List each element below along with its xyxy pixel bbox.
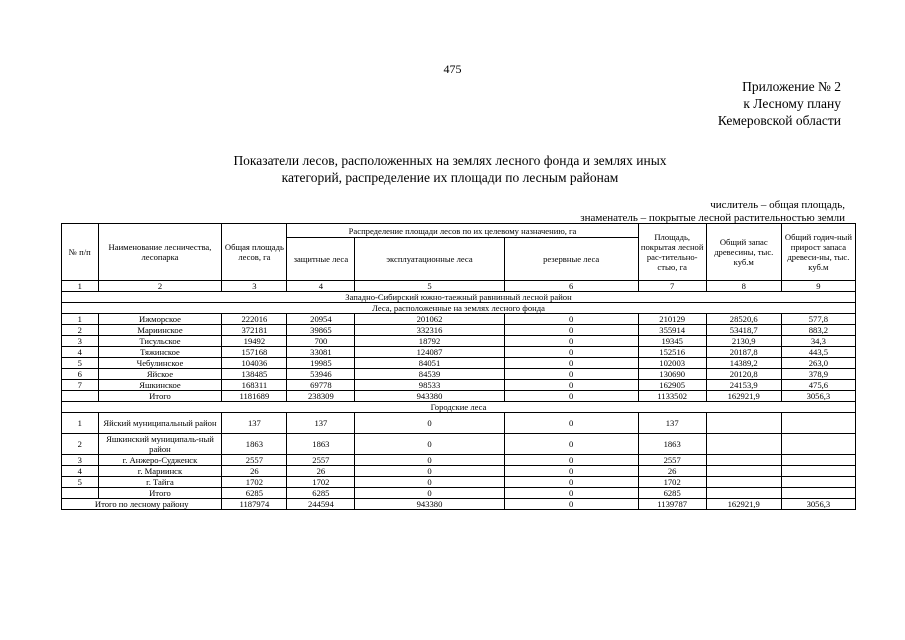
table-note xyxy=(580,199,845,225)
table-row xyxy=(62,477,856,488)
table-cell xyxy=(781,477,855,488)
table-cell: 1702 xyxy=(287,477,355,488)
column-numbers-row xyxy=(62,281,856,292)
table-cell: Ижморское xyxy=(98,314,222,325)
table-cell: Мариинское xyxy=(98,325,222,336)
table-cell: 475,6 xyxy=(781,380,855,391)
subtotal-cell: 0 xyxy=(504,391,638,402)
table-cell: 104036 xyxy=(222,358,287,369)
table-cell: 0 xyxy=(504,466,638,477)
table-cell xyxy=(706,466,781,477)
table-cell: 0 xyxy=(504,336,638,347)
table-cell: 53418,7 xyxy=(706,325,781,336)
table-cell: Яшкинский муниципаль-ный район xyxy=(98,434,222,455)
table-cell: 4 xyxy=(62,466,99,477)
header-exploitation: эксплуатационные леса xyxy=(355,238,504,281)
table-cell: 2 xyxy=(62,434,99,455)
table-cell: 24153,9 xyxy=(706,380,781,391)
column-number: 5 xyxy=(355,281,504,292)
table-cell: 5 xyxy=(62,358,99,369)
table-cell: Чебулинское xyxy=(98,358,222,369)
table-row xyxy=(62,369,856,380)
table-cell: 20954 xyxy=(287,314,355,325)
note-line-1: числитель – общая площадь, xyxy=(710,199,845,211)
header-num: № п/п xyxy=(62,224,99,281)
table-cell: 1702 xyxy=(638,477,706,488)
table-cell: 1 xyxy=(62,413,99,434)
subtotal-cell: 6285 xyxy=(287,488,355,499)
header-covered-area: Площадь, покрытая лесной рас-тительно-стью, га xyxy=(638,224,706,281)
table-cell: 0 xyxy=(504,314,638,325)
table-cell: 332316 xyxy=(355,325,504,336)
table-cell: 69778 xyxy=(287,380,355,391)
table-cell: 20120,8 xyxy=(706,369,781,380)
table-cell: 157168 xyxy=(222,347,287,358)
table-cell: 0 xyxy=(504,455,638,466)
subtotal-cell: 6285 xyxy=(222,488,287,499)
column-number: 6 xyxy=(504,281,638,292)
table-cell xyxy=(706,477,781,488)
table-cell: 4 xyxy=(62,347,99,358)
table-cell: 152516 xyxy=(638,347,706,358)
table-cell: г. Мариинск xyxy=(98,466,222,477)
table-cell: 130690 xyxy=(638,369,706,380)
table-cell: 26 xyxy=(638,466,706,477)
table-cell: 14389,2 xyxy=(706,358,781,369)
table-cell: 0 xyxy=(504,380,638,391)
table-cell: 137 xyxy=(222,413,287,434)
table-cell: 7 xyxy=(62,380,99,391)
subtotal-cell: 3056,3 xyxy=(781,391,855,402)
table-cell: 84539 xyxy=(355,369,504,380)
table-cell: 883,2 xyxy=(781,325,855,336)
section-title-row xyxy=(62,402,856,413)
district-title: Западно-Сибирский южно-таежный равнинный лесной район xyxy=(62,292,856,303)
section-title: Городские леса xyxy=(62,402,856,413)
table-cell: 18792 xyxy=(355,336,504,347)
table-cell: 700 xyxy=(287,336,355,347)
table-cell: 0 xyxy=(355,477,504,488)
grand-total-cell: 943380 xyxy=(355,499,504,510)
table-cell: 3 xyxy=(62,455,99,466)
table-cell: 378,9 xyxy=(781,369,855,380)
table-cell xyxy=(781,466,855,477)
section-title-row xyxy=(62,303,856,314)
table-row xyxy=(62,380,856,391)
table-cell: 33081 xyxy=(287,347,355,358)
subtotal-cell xyxy=(706,488,781,499)
table-cell: 1702 xyxy=(222,477,287,488)
table-cell: Яйский муниципальный район xyxy=(98,413,222,434)
table-row xyxy=(62,314,856,325)
page-number: 475 xyxy=(443,62,462,76)
table-cell: г. Анжеро-Судженск xyxy=(98,455,222,466)
header-total-area: Общая площадь лесов, га xyxy=(222,224,287,281)
column-number: 3 xyxy=(222,281,287,292)
table-cell: 210129 xyxy=(638,314,706,325)
table-cell: 124087 xyxy=(355,347,504,358)
table-row xyxy=(62,325,856,336)
table-cell: 0 xyxy=(504,434,638,455)
table-cell: 5 xyxy=(62,477,99,488)
table-cell: 2130,9 xyxy=(706,336,781,347)
column-number: 4 xyxy=(287,281,355,292)
subtotal-cell: 1133502 xyxy=(638,391,706,402)
grand-total-cell: 162921,9 xyxy=(706,499,781,510)
table-cell: 0 xyxy=(355,466,504,477)
table-cell: Яшкинское xyxy=(98,380,222,391)
table-cell: 1863 xyxy=(287,434,355,455)
grand-total-cell: 0 xyxy=(504,499,638,510)
section-title: Леса, расположенные на землях лесного фонда xyxy=(62,303,856,314)
subtotal-row xyxy=(62,488,856,499)
subtotal-cell xyxy=(781,488,855,499)
table-cell: 577,8 xyxy=(781,314,855,325)
table-cell: 137 xyxy=(638,413,706,434)
table-cell: 20187,8 xyxy=(706,347,781,358)
header-distribution: Распределение площади лесов по их целевому назначению, га xyxy=(287,224,638,238)
column-number: 9 xyxy=(781,281,855,292)
table-cell: 1863 xyxy=(222,434,287,455)
table-cell: 138485 xyxy=(222,369,287,380)
table-cell: 39865 xyxy=(287,325,355,336)
grand-total-cell: 1139787 xyxy=(638,499,706,510)
column-number: 7 xyxy=(638,281,706,292)
subtotal-row xyxy=(62,391,856,402)
column-number: 2 xyxy=(98,281,222,292)
subtotal-cell: 6285 xyxy=(638,488,706,499)
table-cell: 0 xyxy=(504,477,638,488)
table-cell: 0 xyxy=(504,347,638,358)
table-cell xyxy=(781,413,855,434)
table-cell: 372181 xyxy=(222,325,287,336)
table-cell: Тяжинское xyxy=(98,347,222,358)
table-cell: 0 xyxy=(504,413,638,434)
appendix-line-1: Приложение № 2 xyxy=(742,79,841,94)
header-protective: защитные леса xyxy=(287,238,355,281)
subtotal-cell: 1181689 xyxy=(222,391,287,402)
document-title xyxy=(150,152,750,186)
table-cell: Яйское xyxy=(98,369,222,380)
table-cell: г. Тайга xyxy=(98,477,222,488)
table-cell: 0 xyxy=(504,325,638,336)
table-row xyxy=(62,336,856,347)
table-cell xyxy=(781,434,855,455)
subtotal-cell: 0 xyxy=(355,488,504,499)
table-cell: 26 xyxy=(222,466,287,477)
subtotal-cell: 943380 xyxy=(355,391,504,402)
table-cell: 26 xyxy=(287,466,355,477)
table-cell: 6 xyxy=(62,369,99,380)
subtotal-cell: 238309 xyxy=(287,391,355,402)
grand-total-cell: 1187974 xyxy=(222,499,287,510)
table-cell: 1863 xyxy=(638,434,706,455)
table-cell xyxy=(706,413,781,434)
table-cell: 443,5 xyxy=(781,347,855,358)
header-name: Наименование лесничества, лесопарка xyxy=(98,224,222,281)
subtotal-cell: Итого xyxy=(98,391,222,402)
table-cell: 2557 xyxy=(287,455,355,466)
table-cell: 201062 xyxy=(355,314,504,325)
table-cell: 0 xyxy=(504,358,638,369)
table-cell xyxy=(781,455,855,466)
grand-total-label: Итого по лесному району xyxy=(62,499,222,510)
subtotal-cell xyxy=(62,488,99,499)
subtotal-cell: 0 xyxy=(504,488,638,499)
table-cell: 53946 xyxy=(287,369,355,380)
table-cell: 98533 xyxy=(355,380,504,391)
title-line-2: категорий, распределение их площади по лесным районам xyxy=(281,170,619,185)
table-cell: 3 xyxy=(62,336,99,347)
appendix-line-2: к Лесному плану xyxy=(743,96,841,111)
subtotal-cell xyxy=(62,391,99,402)
table-cell: 2557 xyxy=(222,455,287,466)
table-cell: 0 xyxy=(504,369,638,380)
grand-total-cell: 244594 xyxy=(287,499,355,510)
note-line-2: знаменатель – покрытые лесной растительностью земли xyxy=(580,212,845,224)
header-wood-stock: Общий запас древесины, тыс. куб.м xyxy=(706,224,781,281)
table-cell: 168311 xyxy=(222,380,287,391)
table-cell: 28520,6 xyxy=(706,314,781,325)
table-row xyxy=(62,358,856,369)
table-row xyxy=(62,347,856,358)
subtotal-cell: Итого xyxy=(98,488,222,499)
table-cell: 222016 xyxy=(222,314,287,325)
title-line-1: Показатели лесов, расположенных на землях лесного фонда и землях иных xyxy=(233,153,667,168)
district-title-row xyxy=(62,292,856,303)
column-number: 1 xyxy=(62,281,99,292)
table-row xyxy=(62,466,856,477)
table-cell: 102003 xyxy=(638,358,706,369)
grand-total-row xyxy=(62,499,856,510)
header-reserve: резервные леса xyxy=(504,238,638,281)
table-cell: 19985 xyxy=(287,358,355,369)
table-row xyxy=(62,434,856,455)
forest-table xyxy=(61,223,856,510)
grand-total-cell: 3056,3 xyxy=(781,499,855,510)
table-cell: 0 xyxy=(355,413,504,434)
subtotal-cell: 162921,9 xyxy=(706,391,781,402)
table-cell: 355914 xyxy=(638,325,706,336)
table-cell xyxy=(706,434,781,455)
table-cell: 19492 xyxy=(222,336,287,347)
table-cell: 2 xyxy=(62,325,99,336)
table-cell xyxy=(706,455,781,466)
table-row xyxy=(62,455,856,466)
table-cell: 34,3 xyxy=(781,336,855,347)
table-cell: 0 xyxy=(355,434,504,455)
table-cell: Тисульское xyxy=(98,336,222,347)
table-cell: 2557 xyxy=(638,455,706,466)
table-cell: 137 xyxy=(287,413,355,434)
header-annual-growth: Общий годич-ный прирост запаса древеси-ны, тыс. куб.м xyxy=(781,224,855,281)
table-cell: 1 xyxy=(62,314,99,325)
column-number: 8 xyxy=(706,281,781,292)
appendix-caption xyxy=(718,78,841,129)
table-cell: 0 xyxy=(355,455,504,466)
appendix-line-3: Кемеровской области xyxy=(717,113,841,128)
table-cell: 19345 xyxy=(638,336,706,347)
table-cell: 162905 xyxy=(638,380,706,391)
table-cell: 263,0 xyxy=(781,358,855,369)
table-row xyxy=(62,413,856,434)
table-cell: 84051 xyxy=(355,358,504,369)
